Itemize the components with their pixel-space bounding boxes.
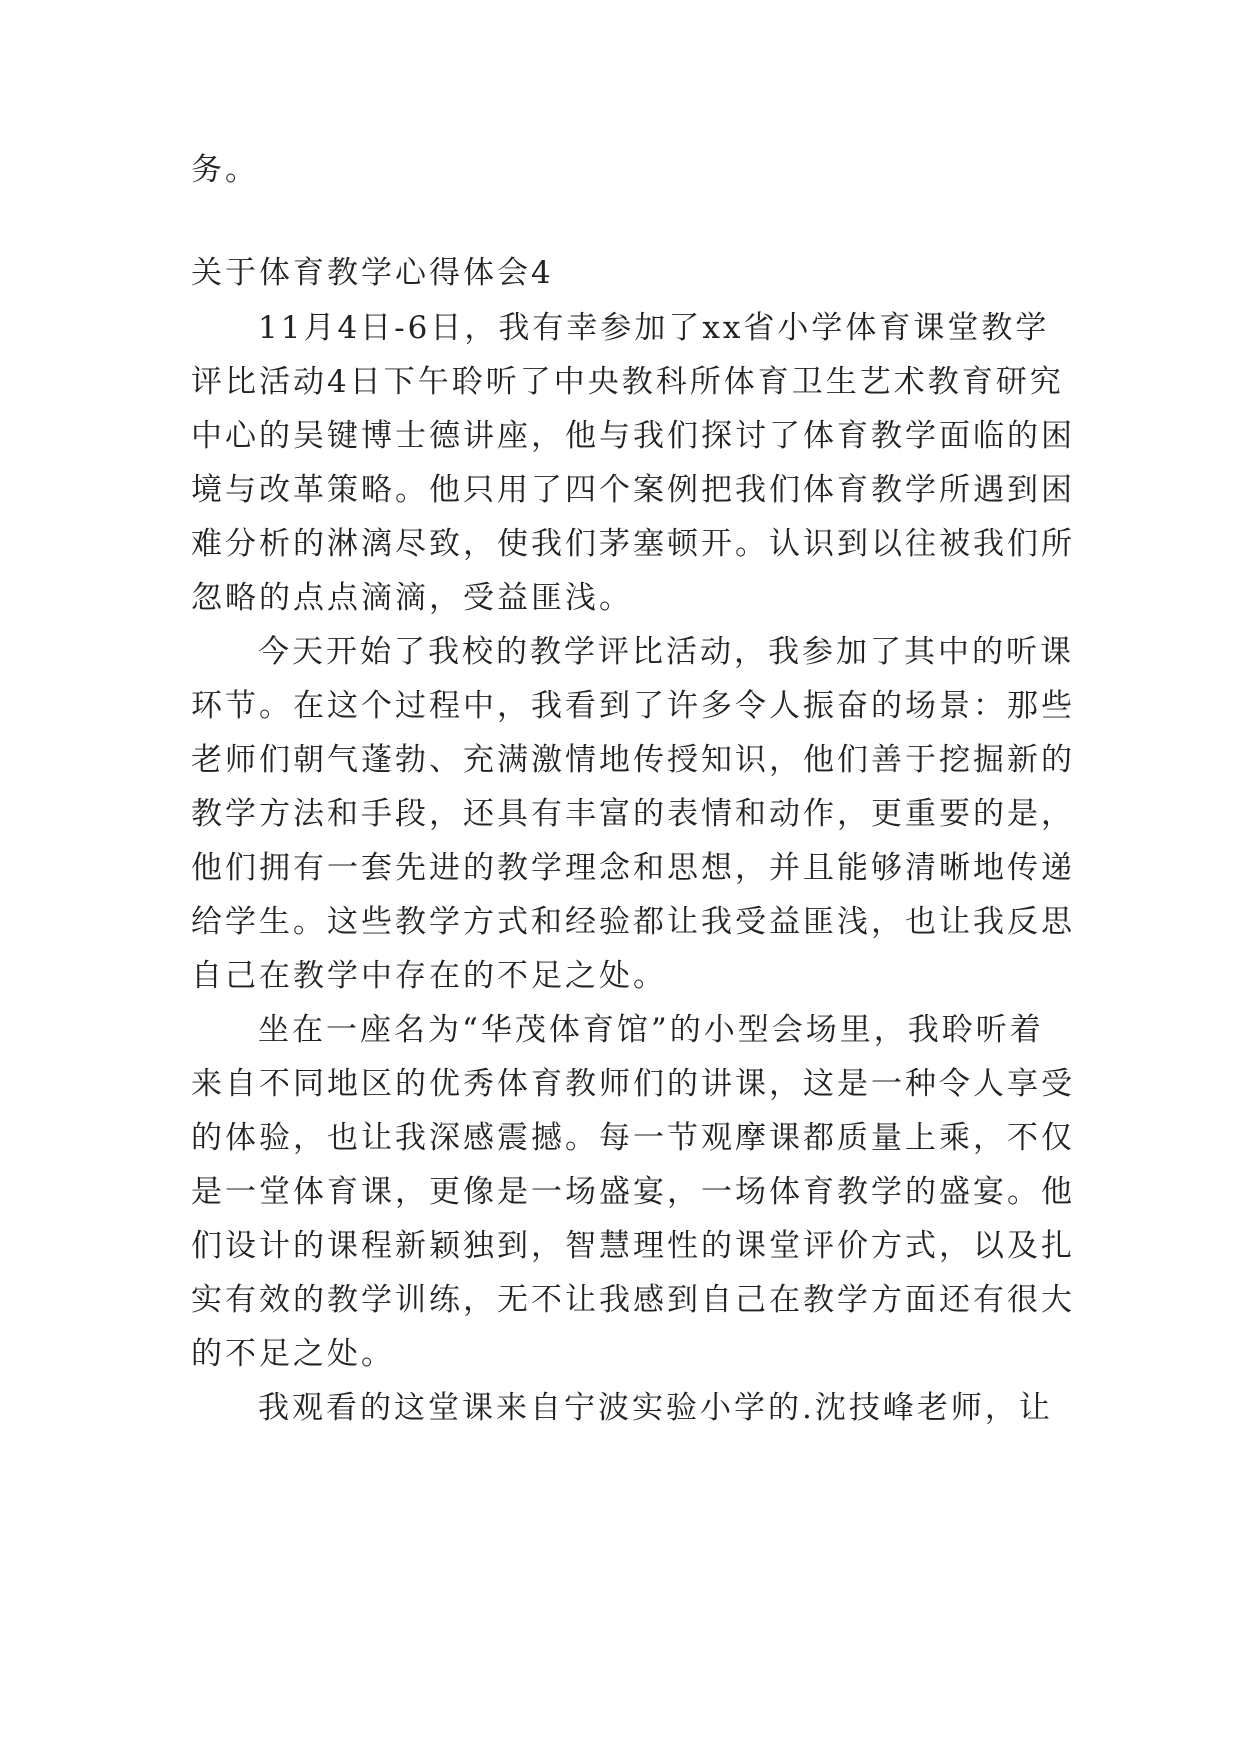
paragraph-line: 忽略的点点滴滴，受益匪浅。 bbox=[191, 580, 633, 616]
paragraph-line: 自己在教学中存在的不足之处。 bbox=[191, 958, 667, 994]
paragraph-line: 他们拥有一套先进的教学理念和思想，并且能够清晰地传递 bbox=[191, 850, 1075, 886]
paragraph-line: 教学方法和手段，还具有丰富的表情和动作，更重要的是， bbox=[191, 796, 1075, 832]
paragraph-line: 来自不同地区的优秀体育教师们的讲课，这是一种令人享受 bbox=[191, 1066, 1075, 1102]
paragraph-line: 老师们朝气蓬勃、充满激情地传授知识，他们善于挖掘新的 bbox=[191, 742, 1075, 778]
paragraph-line: 环节。在这个过程中，我看到了许多令人振奋的场景：那些 bbox=[191, 688, 1075, 724]
paragraph-line: 评比活动4日下午聆听了中央教科所体育卫生艺术教育研究 bbox=[191, 364, 1064, 400]
paragraph-line: 11月4日-6日，我有幸参加了xx省小学体育课堂教学 bbox=[258, 310, 1050, 346]
paragraph-line: 实有效的教学训练，无不让我感到自己在教学方面还有很大 bbox=[191, 1282, 1075, 1318]
paragraph-line: 的不足之处。 bbox=[191, 1336, 395, 1372]
paragraph-line: 今天开始了我校的教学评比活动，我参加了其中的听课 bbox=[258, 634, 1074, 670]
section-heading: 关于体育教学心得体会4 bbox=[191, 255, 554, 291]
paragraph-line: 境与改革策略。他只用了四个案例把我们体育教学所遇到困 bbox=[191, 472, 1075, 508]
paragraph-line: 给学生。这些教学方式和经验都让我受益匪浅，也让我反思 bbox=[191, 904, 1075, 940]
continuation-text: 务。 bbox=[191, 152, 259, 188]
paragraph-line: 的体验，也让我深感震撼。每一节观摩课都质量上乘，不仅 bbox=[191, 1120, 1075, 1156]
paragraph-line: 是一堂体育课，更像是一场盛宴，一场体育教学的盛宴。他 bbox=[191, 1174, 1075, 1210]
paragraph-line: 难分析的淋漓尽致，使我们茅塞顿开。认识到以往被我们所 bbox=[191, 526, 1075, 562]
paragraph-line: 我观看的这堂课来自宁波实验小学的.沈技峰老师，让 bbox=[258, 1390, 1053, 1426]
paragraph-line: 中心的吴键博士德讲座，他与我们探讨了体育教学面临的困 bbox=[191, 418, 1075, 454]
paragraph-line: 们设计的课程新颖独到，智慧理性的课堂评价方式，以及扎 bbox=[191, 1228, 1075, 1264]
paragraph-line: 坐在一座名为“华茂体育馆”的小型会场里，我聆听着 bbox=[258, 1012, 1044, 1048]
